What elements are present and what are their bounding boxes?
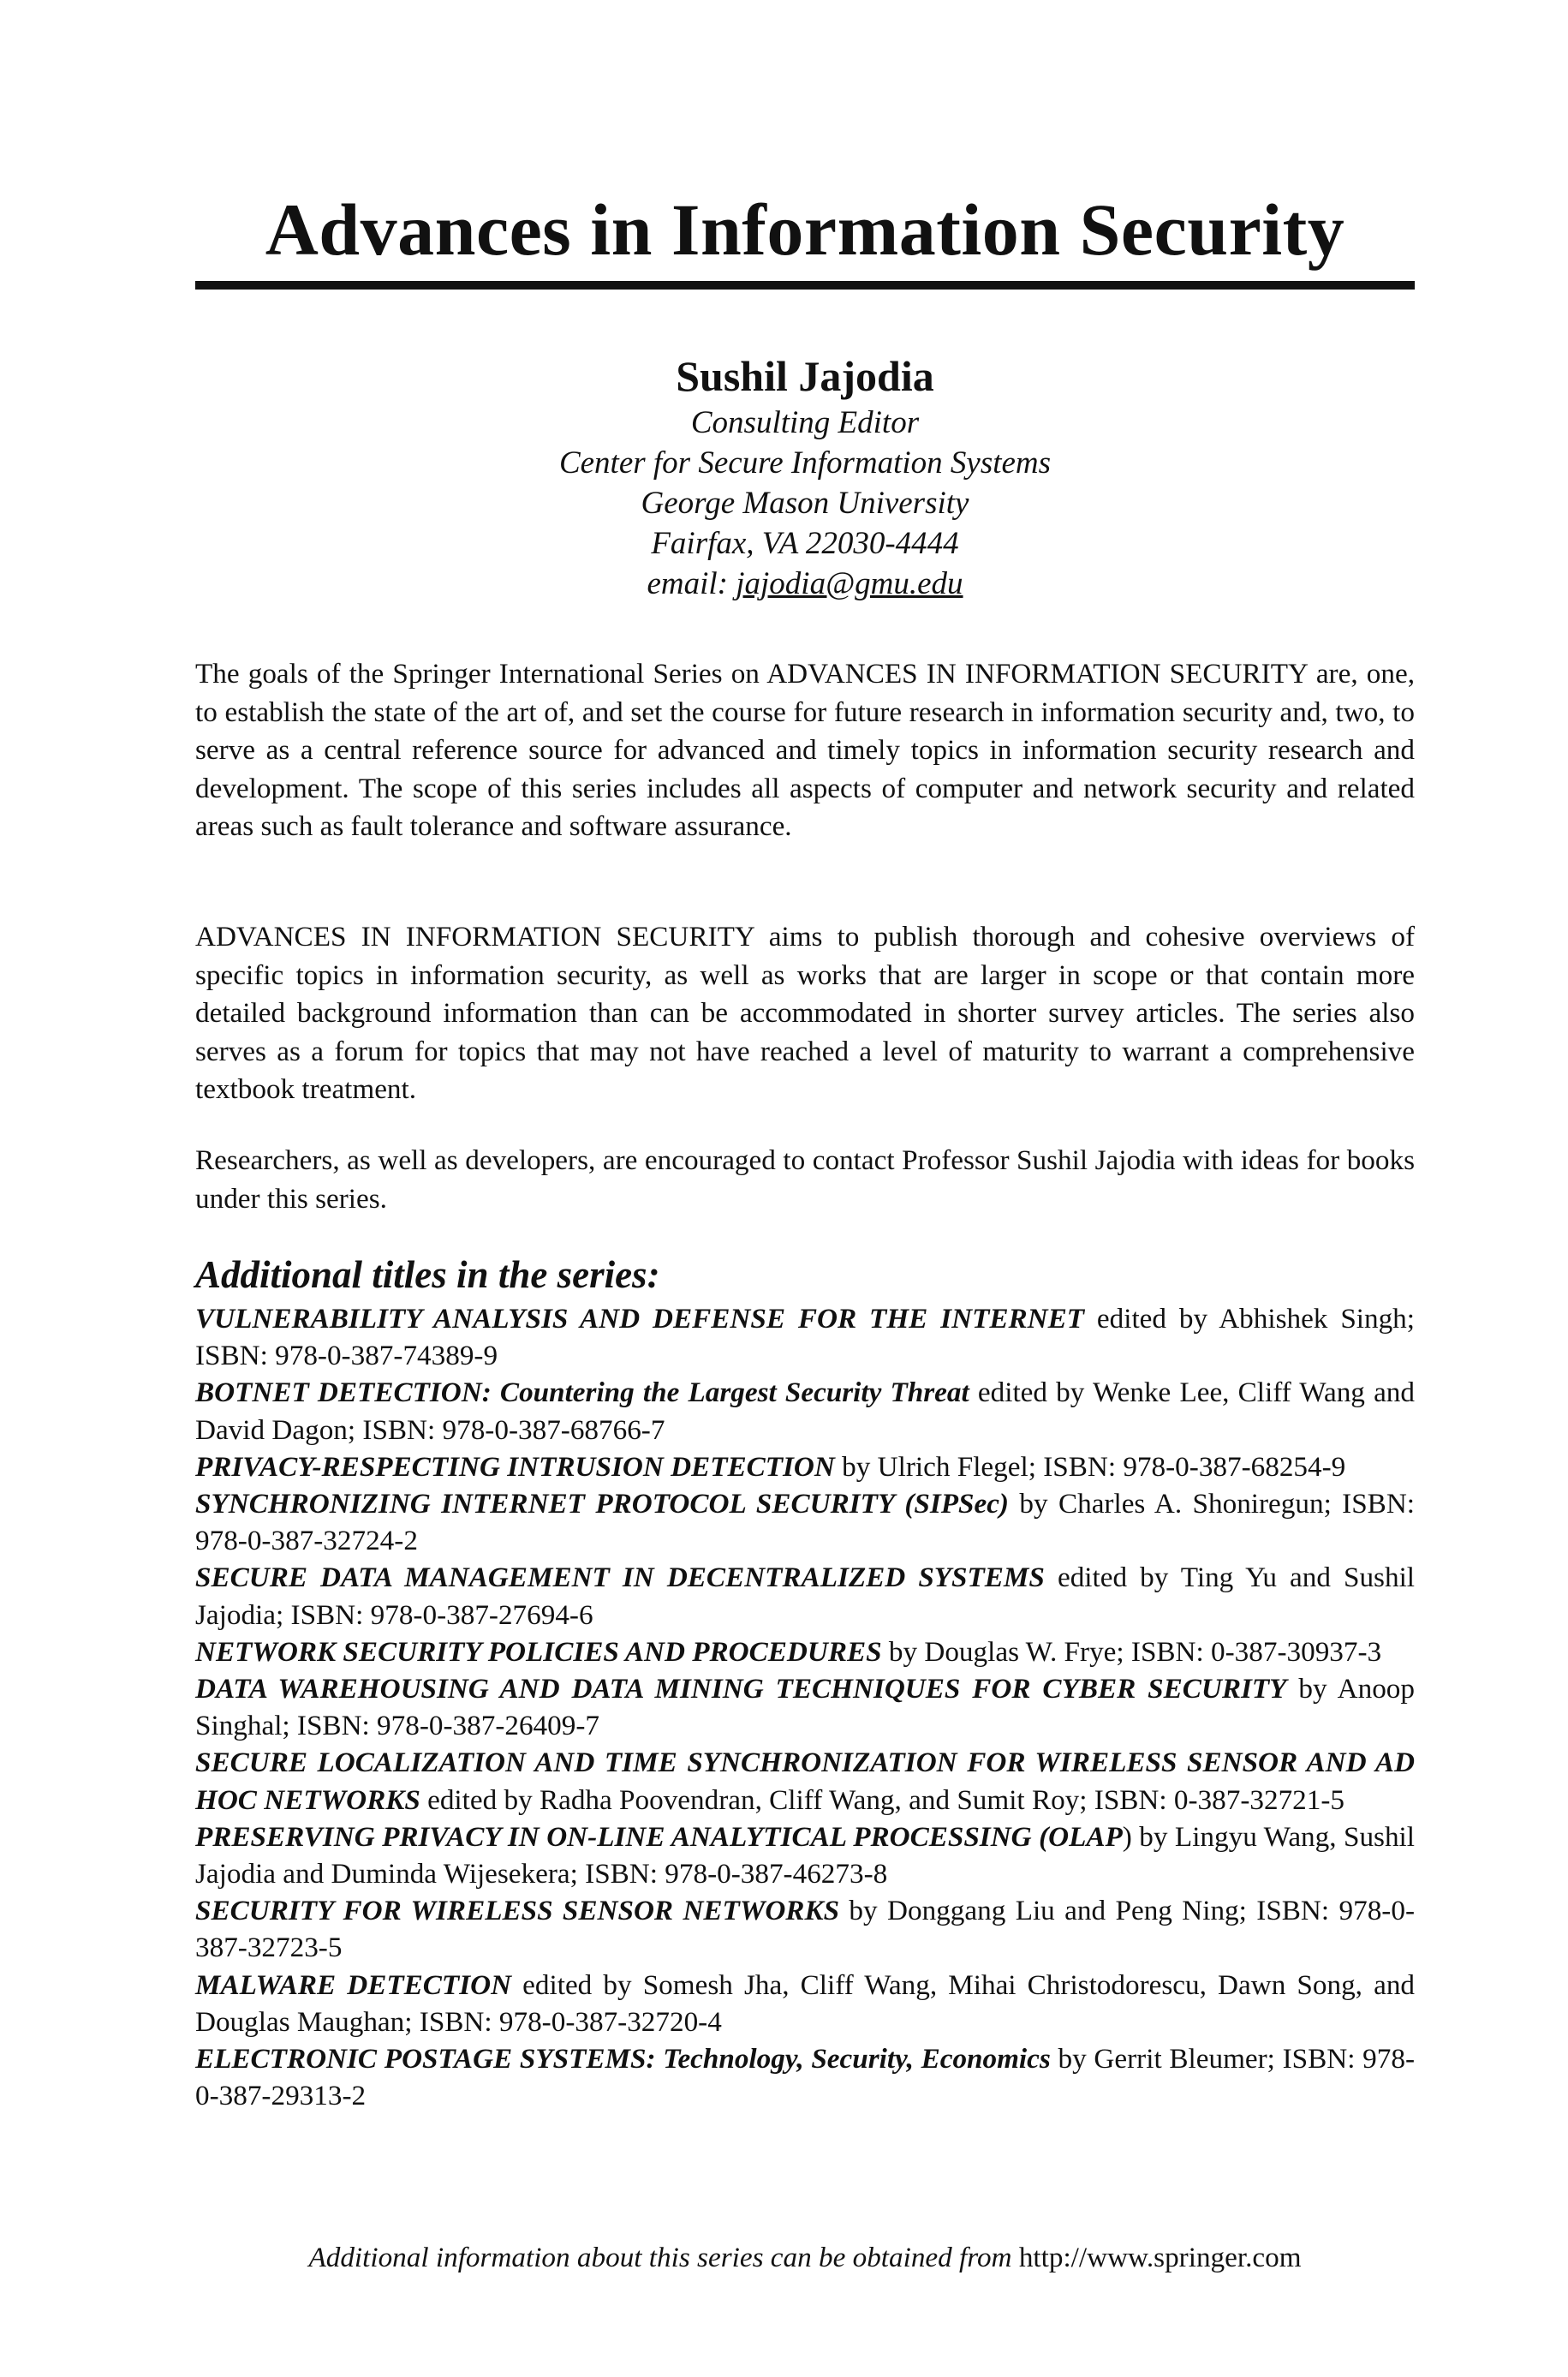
editor-organization: Center for Secure Information Systems bbox=[558, 445, 1052, 481]
list-item bbox=[195, 1374, 1415, 1448]
series-book-title: SECURE DATA MANAGEMENT IN DECENTRALIZED SYSTEMS bbox=[195, 1562, 1045, 1594]
series-book-details: by Douglas W. Frye; ISBN: 0-387-30937-3 bbox=[881, 1635, 1382, 1668]
footer-text: Additional information about this series can be obtained from bbox=[308, 2242, 1019, 2273]
series-book-title: DATA WAREHOUSING AND DATA MINING TECHNIQUES FOR CYBER SECURITY bbox=[195, 1673, 1287, 1705]
list-item bbox=[195, 1448, 1415, 1485]
editor-university: George Mason University bbox=[641, 486, 969, 521]
list-item bbox=[195, 1633, 1415, 1670]
series-book-title: ELECTRONIC POSTAGE SYSTEMS: Technology, Security, Economics bbox=[195, 2043, 1051, 2075]
series-book-details: ) by Lingyu Wang, Sushil Jajodia and Duminda Wijesekera; ISBN: 978-0-387-46273-8 bbox=[195, 1820, 1415, 1890]
list-item bbox=[195, 1559, 1415, 1633]
series-book-title: NETWORK SECURITY POLICIES AND PROCEDURES bbox=[195, 1635, 882, 1668]
goals-paragraph: The goals of the Springer International Series on ADVANCES IN INFORMATION SECURITY are, one, to establish the state of the art of, and set the course for future research in information security and, two, to serve as a central reference source for advanced and timely topics in information security research and development. The scope of this series includes all aspects of computer and network security and related areas such as fault tolerance and software assurance. bbox=[195, 658, 1415, 842]
footer-note bbox=[195, 2239, 1415, 2277]
editor-name: Sushil Jajodia bbox=[676, 352, 934, 400]
email-label: email: bbox=[647, 566, 736, 601]
series-book-details: by Anoop Singhal; ISBN: 978-0-387-26409-7 bbox=[195, 1673, 1415, 1742]
series-book-title: BOTNET DETECTION: Countering the Largest Security Threat bbox=[195, 1377, 969, 1409]
series-book-details: edited by Radha Poovendran, Cliff Wang, and Sumit Roy; ISBN: 0-387-32721-5 bbox=[420, 1783, 1345, 1816]
series-book-details: edited by Wenke Lee, Cliff Wang and David Dagon; ISBN: 978-0-387-68766-7 bbox=[195, 1377, 1415, 1446]
series-book-details: by Charles A. Shoniregun; ISBN: 978-0-387-32724-2 bbox=[195, 1488, 1416, 1557]
editor-role: Consulting Editor bbox=[690, 405, 920, 440]
list-item bbox=[195, 1485, 1415, 1559]
series-heading: Additional titles in the series: bbox=[195, 1253, 660, 1296]
series-book-details: edited by Somesh Jha, Cliff Wang, Mihai Christodorescu, Dawn Song, and Douglas Maughan; ISBN: 978-0-387-32720-4 bbox=[195, 1968, 1416, 2038]
list-item bbox=[195, 2040, 1415, 2114]
list-item bbox=[195, 1744, 1415, 1818]
list-item bbox=[195, 1819, 1415, 1892]
series-book-details: edited by Ting Yu and Sushil Jajodia; ISBN: 978-0-387-27694-6 bbox=[195, 1562, 1416, 1631]
series-book-details: edited by Abhishek Singh; ISBN: 978-0-387-74389-9 bbox=[195, 1303, 1416, 1372]
series-book-details: by Gerrit Bleumer; ISBN: 978-0-387-29313-2 bbox=[195, 2043, 1415, 2112]
series-book-details: by Ulrich Flegel; ISBN: 978-0-387-68254-9 bbox=[834, 1450, 1346, 1483]
series-book-title: SECURE LOCALIZATION AND TIME SYNCHRONIZATION FOR WIRELESS SENSOR AND AD HOC NETWORKS bbox=[195, 1747, 1415, 1816]
list-item bbox=[195, 1892, 1415, 1966]
list-item bbox=[195, 1670, 1415, 1744]
list-item bbox=[195, 1967, 1415, 2040]
editor-email-line bbox=[195, 564, 1415, 604]
series-book-title: VULNERABILITY ANALYSIS AND DEFENSE FOR THE INTERNET bbox=[195, 1303, 1084, 1335]
title-divider bbox=[195, 281, 1415, 290]
footer-url: http://www.springer.com bbox=[1018, 2242, 1302, 2273]
editor-address: Fairfax, VA 22030-4444 bbox=[651, 526, 959, 561]
aims-paragraph: ADVANCES IN INFORMATION SECURITY aims to publish thorough and cohesive overviews of specific topics in information security, as well as works that are larger in scope or that contain more detailed background information than can be accommodated in shorter survey articles. The series also serves as a forum for topics that may not have reached a level of maturity to warrant a comprehensive textbook treatment. bbox=[195, 921, 1415, 1105]
series-book-title: PRIVACY-RESPECTING INTRUSION DETECTION bbox=[195, 1450, 835, 1483]
series-list bbox=[195, 1300, 1415, 2114]
email-link[interactable]: jajodia@gmu.edu bbox=[736, 566, 963, 601]
series-book-title: SECURITY FOR WIRELESS SENSOR NETWORKS bbox=[195, 1895, 840, 1927]
series-book-title: MALWARE DETECTION bbox=[195, 1968, 512, 2001]
page-title: Advances in Information Security bbox=[265, 188, 1345, 271]
editor-block bbox=[195, 349, 1415, 604]
series-book-title: PRESERVING PRIVACY IN ON-LINE ANALYTICAL PROCESSING (OLAP bbox=[195, 1820, 1123, 1853]
series-book-title: SYNCHRONIZING INTERNET PROTOCOL SECURITY (SIPSec) bbox=[195, 1488, 1009, 1520]
list-item bbox=[195, 1300, 1415, 1374]
contact-paragraph: Researchers, as well as developers, are encouraged to contact Professor Sushil Jajodia with ideas for books under this series. bbox=[195, 1144, 1415, 1215]
series-book-details: by Donggang Liu and Peng Ning; ISBN: 978-0-387-32723-5 bbox=[195, 1895, 1415, 1964]
